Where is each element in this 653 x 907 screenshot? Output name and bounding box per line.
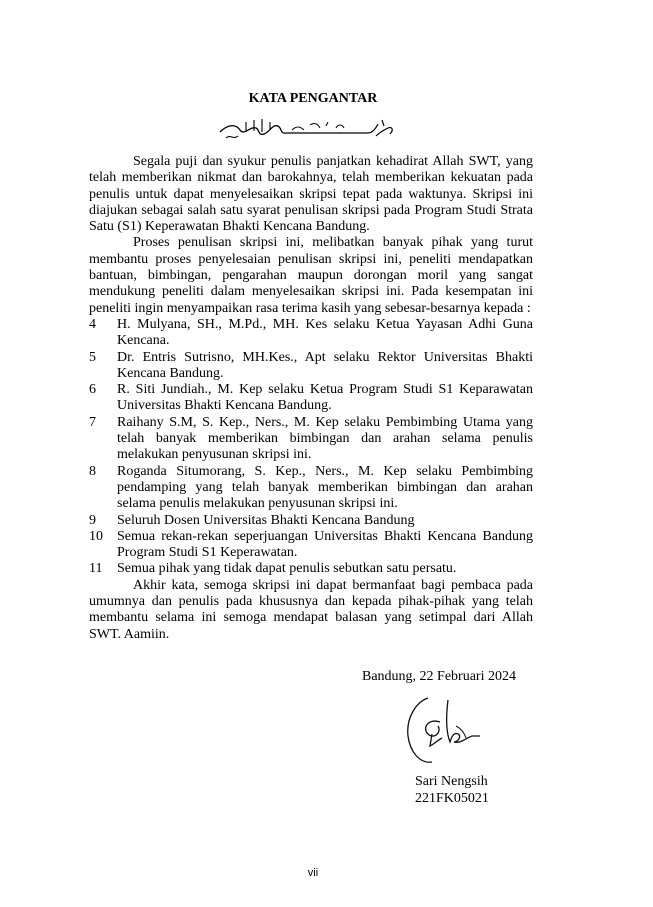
page-title: KATA PENGANTAR — [248, 91, 378, 106]
document-body — [89, 154, 533, 643]
acknowledgement-list — [89, 317, 533, 578]
list-item: 6 R. Siti Jundiah., M. Kep selaku Ketua Program Studi S1 Keparawatan Universitas Bhakti Kencana Bandung. — [89, 382, 533, 414]
paragraph-intro: Segala puji dan syukur penulis panjatkan kehadirat Allah SWT, yang telah memberikan nikmat dan barokahnya, telah memberikan kekuatan pada penulis untuk dapat menyelesaikan skripsi tepat pada waktunya. Skripsi ini diajukan sebagai salah satu syarat penulisan skripsi pada Program Studi Strata Satu (S1) Keperawatan Bhakti Kencana Bandung. — [89, 154, 533, 235]
basmalah-calligraphy — [218, 116, 396, 142]
paragraph-closing: Akhir kata, semoga skripsi ini dapat bermanfaat bagi pembaca pada umumnya dan penulis pada khususnya dan kepada pihak-pihak yang telah membantu selama ini semoga mendapat balasan yang setimpal dari Allah SWT. Aamiin. — [89, 577, 533, 642]
list-item: 8 Roganda Situmorang, S. Kep., Ners., M. Kep selaku Pembimbing pendamping yang telah banyak memberikan bimbingan dan arahan selama penulis melakukan penyusunan skripsi ini. — [89, 463, 533, 512]
list-item: 5 Dr. Entris Sutrisno, MH.Kes., Apt selaku Rektor Universitas Bhakti Kencana Bandung. — [89, 349, 533, 381]
signer-block — [415, 774, 489, 807]
page-number: vii — [307, 867, 319, 879]
list-item: 7 Raihany S.M, S. Kep., Ners., M. Kep selaku Pembimbing Utama yang telah banyak memberikan bimbingan dan arahan selama penulis melakukan penyusunan skripsi ini. — [89, 414, 533, 463]
place-date: Bandung, 22 Februari 2024 — [362, 669, 516, 684]
signature-image — [398, 692, 484, 768]
list-item: 10 Semua rekan-rekan seperjuangan Universitas Bhakti Kencana Bandung Program Studi S1 Keperawatan. — [89, 528, 533, 561]
list-item: 11 Semua pihak yang tidak dapat penulis sebutkan satu persatu. — [89, 561, 457, 577]
signer-id: 221FK05021 — [415, 790, 489, 806]
paragraph-process: Proses penulisan skripsi ini, melibatkan banyak pihak yang turut membantu proses penyelesaian penulisan skripsi ini, peneliti mendapatkan bantuan, bimbingan, pengarahan maupun dorongan moril yang sangat mendukung peneliti dalam menyelesaikan skripsi ini. Pada kesempatan ini peneliti ingin menyampaikan rasa terima kasih yang sebesar-besarnya kepada : — [89, 235, 533, 316]
list-item: 4 H. Mulyana, SH., M.Pd., MH. Kes selaku Ketua Yayasan Adhi Guna Kencana. — [89, 316, 533, 349]
signer-name: Sari Nengsih — [415, 774, 488, 789]
list-item: 9 Seluruh Dosen Universitas Bhakti Kencana Bandung — [89, 512, 415, 528]
